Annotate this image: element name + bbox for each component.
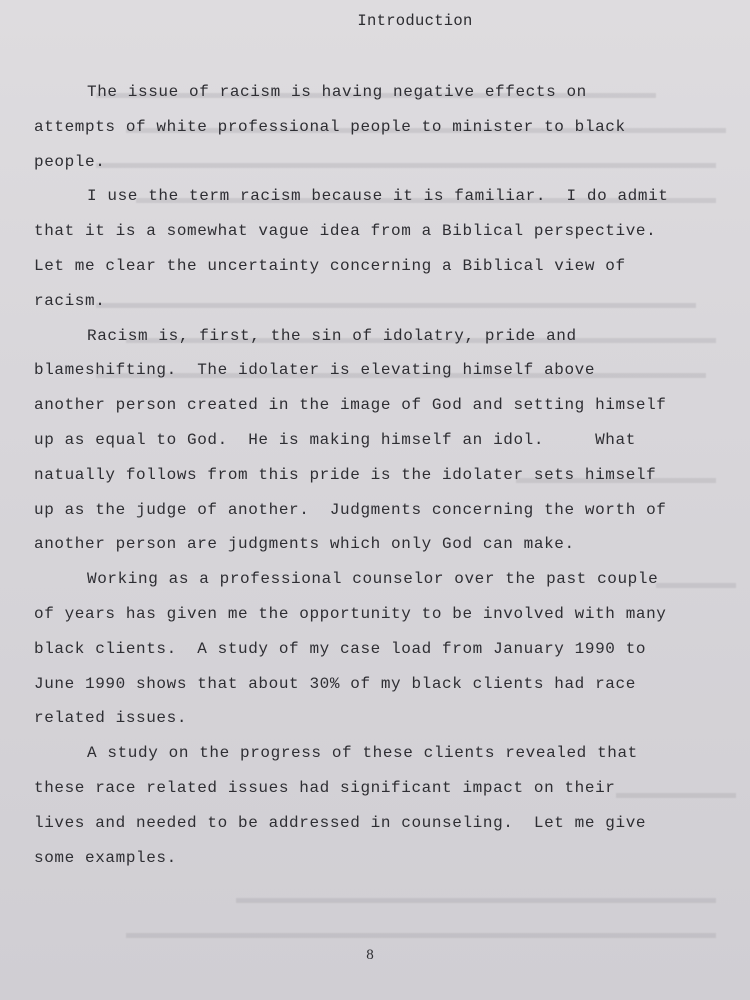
text-line: some examples.	[34, 848, 177, 867]
text-line: June 1990 shows that about 30% of my black clients had race	[34, 674, 636, 693]
text-line: related issues.	[34, 709, 188, 728]
text-line: I use the term racism because it is familiar. I do admit	[87, 187, 669, 206]
text-line: A study on the progress of these clients revealed that	[87, 744, 638, 763]
page-number: 8	[366, 947, 374, 963]
text-line: Let me clear the uncertainty concerning a Biblical view of	[34, 256, 626, 275]
text-line: that it is a somewhat vague idea from a Biblical perspective.	[34, 222, 657, 241]
text-line: up as the judge of another. Judgments concerning the worth of	[34, 500, 667, 519]
text-line: these race related issues had significant impact on their	[34, 778, 616, 797]
text-line: The issue of racism is having negative effects on	[87, 83, 587, 101]
text-line: attempts of white professional people to minister to black	[34, 117, 626, 136]
text-line: another person created in the image of God and setting himself	[34, 396, 667, 415]
text-line: up as equal to God. He is making himself an idol. What	[34, 430, 636, 449]
text-line: Working as a professional counselor over the past couple	[87, 570, 659, 589]
text-line: another person are judgments which only God can make.	[34, 535, 575, 554]
text-line: people.	[34, 152, 106, 171]
text-line: lives and needed to be addressed in counseling. Let me give	[34, 813, 647, 832]
text-line: natually follows from this pride is the idolater sets himself	[34, 465, 657, 484]
text-line: Racism is, first, the sin of idolatry, pride and	[87, 326, 577, 345]
text-line: racism.	[34, 291, 106, 310]
text-line: black clients. A study of my case load from January 1990 to	[34, 639, 647, 658]
page-title: Introduction	[357, 12, 473, 30]
text-line: blameshifting. The idolater is elevating himself above	[34, 361, 596, 380]
text-line: of years has given me the opportunity to be involved with many	[34, 604, 667, 623]
body-text	[34, 75, 724, 875]
